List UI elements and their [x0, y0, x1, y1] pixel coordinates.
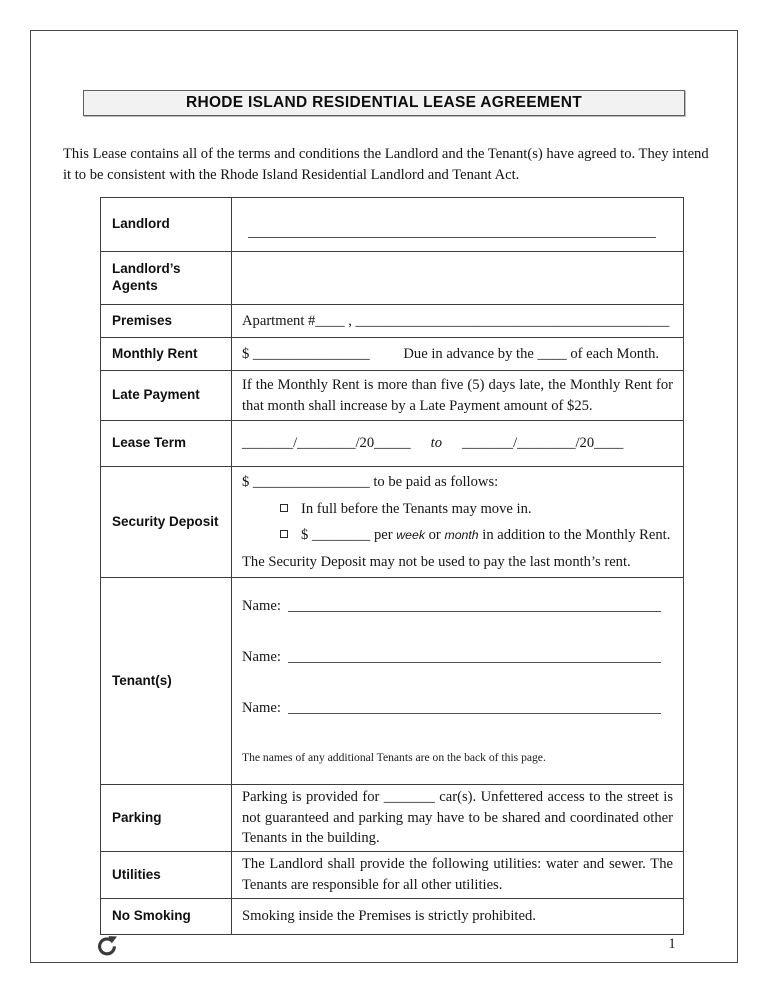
table-row-landlords-agents	[101, 252, 684, 305]
tenant-name-blank-line[interactable]	[288, 611, 661, 612]
lease-term-value-cell	[232, 421, 684, 467]
lease-term-start-blank[interactable]: _______/________/20_____	[242, 435, 411, 451]
table-row-tenants	[101, 578, 684, 785]
table-row-late-payment	[101, 371, 684, 421]
no-smoking-text: Smoking inside the Premises is strictly prohibited.	[232, 899, 684, 935]
table-row-utilities	[101, 852, 684, 899]
lease-term-to-text: to	[430, 435, 442, 451]
tenant-name-blank-line[interactable]	[288, 713, 661, 714]
tenant-name-label: Name:	[242, 598, 281, 614]
table-row-monthly-rent	[101, 338, 684, 371]
document-title-banner	[83, 90, 685, 116]
deposit-amount-line: $ ________________ to be paid as follows:	[242, 474, 499, 490]
agents-value-cell[interactable]	[232, 252, 684, 305]
checkbox-icon[interactable]	[280, 504, 288, 512]
deposit-option2-or: or	[424, 527, 445, 543]
row-label-utilities: Utilities	[101, 852, 232, 899]
row-label-no-smoking: No Smoking	[101, 899, 232, 935]
tenant-name-row	[242, 649, 661, 666]
tenant-name-row	[242, 598, 661, 615]
late-payment-text: If the Monthly Rent is more than five (5) days late, the Monthly Rent for that month shall increase by a Late Payment amount of $25.	[232, 371, 684, 421]
page-title: RHODE ISLAND RESIDENTIAL LEASE AGREEMENT	[185, 94, 583, 111]
table-row-no-smoking	[101, 899, 684, 935]
table-row-lease-term	[101, 421, 684, 467]
deposit-option2-pre[interactable]: $ ________ per	[301, 527, 397, 543]
tenant-name-label: Name:	[242, 700, 281, 716]
premises-value-cell	[232, 305, 684, 338]
rent-due-text: Due in advance by the ____ of each Month.	[403, 345, 660, 362]
deposit-option1-text: In full before the Tenants may move in.	[301, 500, 532, 517]
monthly-rent-value-cell	[232, 338, 684, 371]
row-label-parking: Parking	[101, 785, 232, 852]
lease-terms-table	[100, 197, 684, 935]
additional-tenants-note: The names of any additional Tenants are on the back of this page.	[242, 751, 546, 764]
tenant-name-row	[242, 700, 661, 717]
landlord-blank-line[interactable]	[248, 237, 656, 238]
deposit-option-installments	[242, 522, 673, 549]
table-row-security-deposit	[101, 467, 684, 578]
tenant-name-blank-line[interactable]	[288, 662, 661, 663]
tenants-value-cell	[232, 578, 684, 785]
row-label-landlord: Landlord	[101, 198, 232, 252]
intro-paragraph: This Lease contains all of the terms and conditions the Landlord and the Tenant(s) have agreed to. They intend it to be consistent with the Rhode Island Residential Landlord and Tenant Act.	[63, 146, 709, 183]
checkbox-icon[interactable]	[280, 530, 288, 538]
table-row-parking	[101, 785, 684, 852]
row-label-security-deposit: Security Deposit	[101, 467, 232, 578]
deposit-note: The Security Deposit may not be used to pay the last month’s rent.	[242, 553, 631, 570]
deposit-option-full	[242, 496, 673, 523]
parking-text: Parking is provided for _______ car(s). Unfettered access to the street is not guaranteed and parking may have to be shared and coordinated other Tenants in the building.	[232, 785, 684, 852]
page-number: 1	[668, 936, 676, 952]
circular-arrow-logo-icon	[96, 935, 118, 957]
row-label-premises: Premises	[101, 305, 232, 338]
table-row-premises	[101, 305, 684, 338]
row-label-tenants: Tenant(s)	[101, 578, 232, 785]
deposit-option2-post: in addition to the Monthly Rent.	[478, 527, 671, 543]
utilities-text: The Landlord shall provide the following utilities: water and sewer. The Tenants are responsible for all other utilities.	[232, 852, 684, 899]
row-label-late-payment: Late Payment	[101, 371, 232, 421]
row-label-agents: Landlord’s Agents	[101, 252, 232, 305]
rent-amount-blank[interactable]: $ ________________	[242, 345, 370, 362]
security-deposit-value-cell	[232, 467, 684, 578]
tenant-name-label: Name:	[242, 649, 281, 665]
row-label-monthly-rent: Monthly Rent	[101, 338, 232, 371]
premises-blank-text[interactable]: Apartment #____ , ___________________________________________	[242, 312, 670, 329]
deposit-option2-month: month	[444, 528, 479, 542]
table-row-landlord	[101, 198, 684, 252]
row-label-lease-term: Lease Term	[101, 421, 232, 467]
deposit-option2-week: week	[396, 528, 425, 542]
landlord-value-cell	[232, 198, 684, 252]
lease-term-end-blank[interactable]: _______/________/20____	[462, 435, 624, 451]
